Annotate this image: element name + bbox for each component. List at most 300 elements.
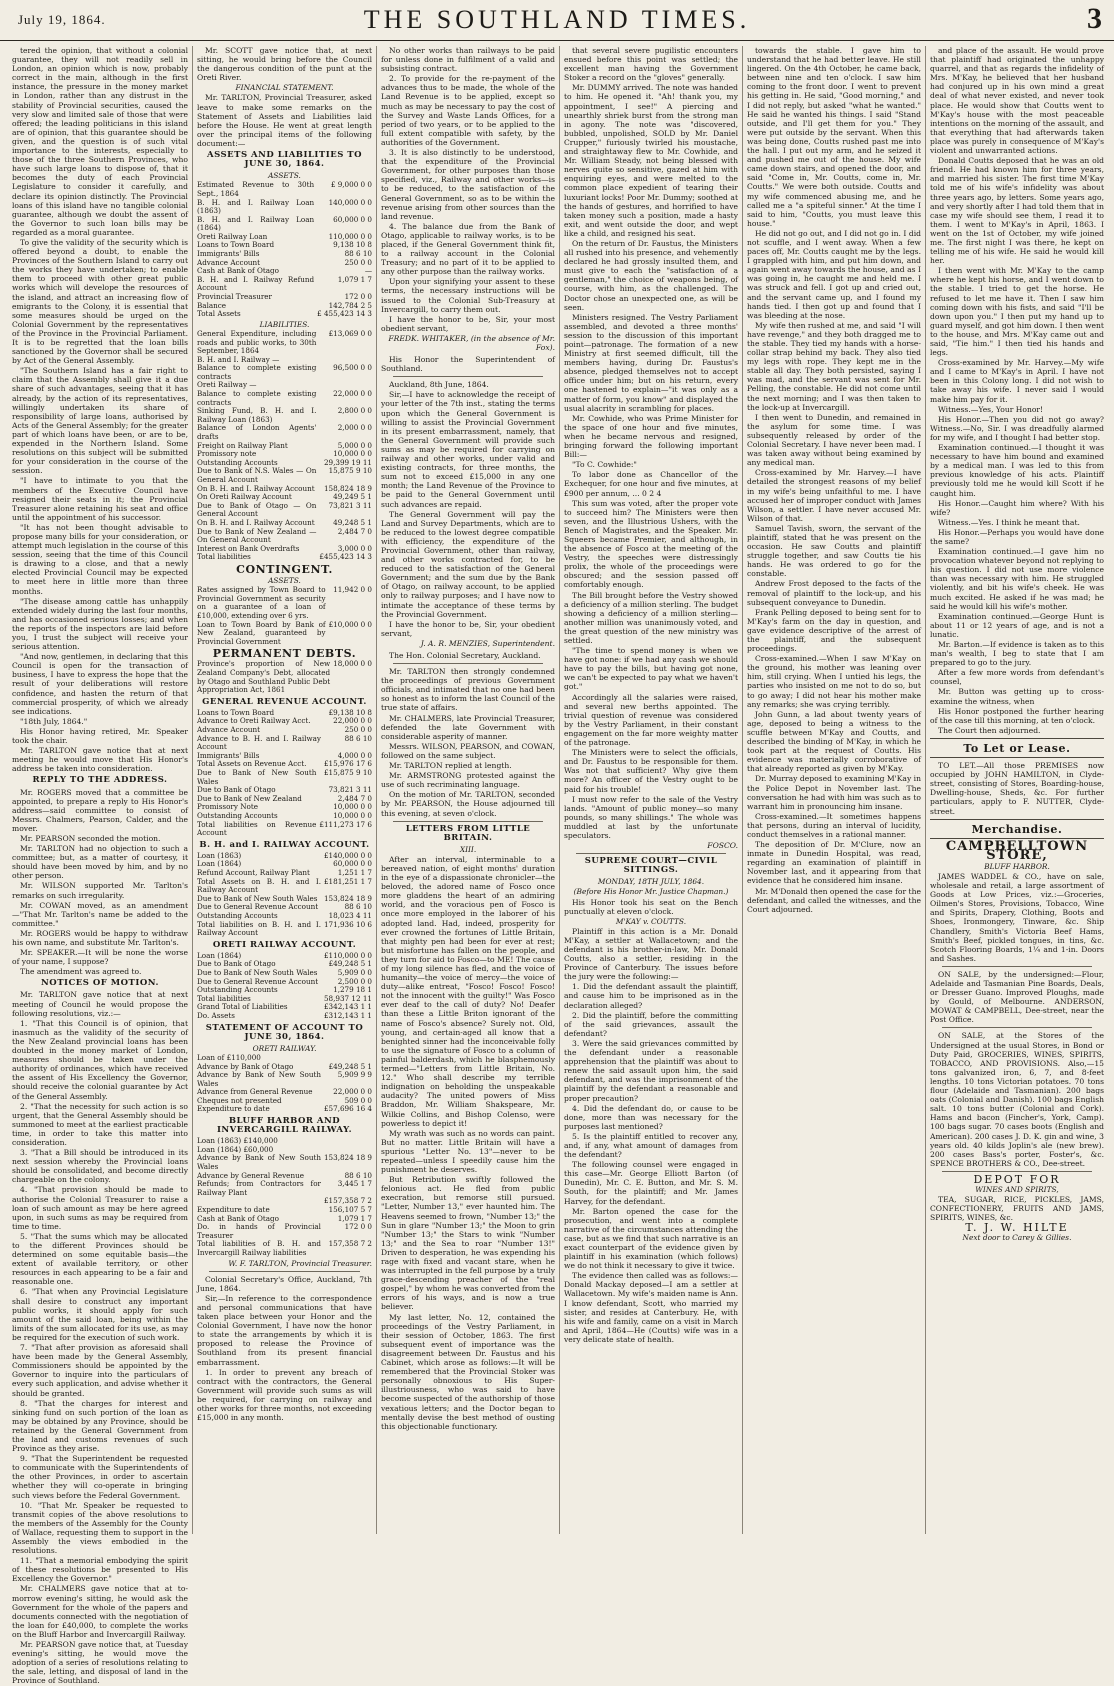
divider (393, 376, 543, 377)
paragraph: that several severe pugilistic encounters ensued before this point was settled; the excellent man having the Government Stoker a record on the "gloves" generally. (564, 46, 738, 83)
section-heading: REPLY TO THE ADDRESS. (32, 775, 168, 786)
item-amount: 3,000 0 0 (337, 543, 372, 553)
paragraph: 2. Did the plaintiff, before the committing of the said grievances, assault the defendant? (564, 1010, 738, 1038)
advertisement: ON SALE, by the undersigned:—Flour, Adelaide and Tasmanian Pine Boards, Deals, or Dresser Guano. Improved Ploughs, made by Gould, of Melbourne. ANDERSON, MOWAT & CAMPBELL, Dee-street, near the Post Office. (930, 969, 1104, 1025)
item-label: Loan (1864) (197, 950, 242, 960)
paragraph: 2. "That the necessity for such action is so urgent, that the General Assembly should be summoned to meet at the earliest practicable time, in order to take this matter into consideration. (12, 1101, 188, 1147)
item-amount: 2,000 0 0 (337, 423, 372, 433)
item-amount: 88 6 10 (344, 902, 372, 912)
paragraph: Ministers resigned. The Vestry Parliament assembled, and devoted a three months' session to the discussion of this important point—patronage. The formation of a new Ministry at first seemed difficult, till the members having, during Dr. Faustus's absence, pledged themselves not to accept office under him; but on his return, every one hastened to explain—"it was only as a matter of form, you know" and displayed the usual alacrity in scrambling for places. (564, 312, 738, 413)
item-label: Due to Bank of New Zealand (197, 793, 302, 803)
divider (393, 663, 543, 664)
paragraph: Mr. ROGERS would be happy to withdraw his own name, and substitute Mr. Tarlton's. (12, 928, 188, 947)
item-amount: 110,000 0 0 (328, 231, 372, 241)
paragraph: 1. In order to prevent any breach of contract with the contractors, the General Government will provide such sums as will be required, for carrying on railway and other works for three months, not exceeding £15,000 in any month. (197, 1367, 372, 1423)
table-row (197, 1240, 372, 1257)
table-row (197, 1154, 372, 1171)
paragraph: "It has not been thought advisable to propose many bills for your consideration, or attempt much legislation in the course of this session, seeing that the time of this Council is drawing to a close, and that a newly elected Provincial Council may be expected to meet here in little more than three months. (12, 522, 188, 596)
table-row (197, 1071, 372, 1088)
item-label: Due to Bank of New South Wales (197, 893, 318, 903)
paragraph: John Gunn, a lad about twenty years of age, deposed to being a witness to the scuffle between M'Kay and Coutts, and described the binding of M'Kay, in which he took part at the request of Coutts. His evidence was materially corroborative of that already reported as given by M'Kay. (747, 709, 921, 774)
section-heading: STATEMENT OF ACCOUNT TO JUNE 30, 1864. (205, 1022, 364, 1042)
item-label: Advance by Bank of New South Wales (197, 1070, 321, 1088)
paragraph: Sir,—I have to acknowledge the receipt of your letter of the 7th inst., stating the terms upon which the General Government is willing to assist the Provincial Government in its present embarrassment, namely, that the General Government will provide such sums as may be required for carrying on railway and other works, under valid and existing contracts, for three months, the sum not to exceed £15,000 in any one month; the Land Revenue of the Province to be paid to the General Government until such advances are repaid. (381, 390, 555, 509)
item-amount: 49,248 5 1 (333, 517, 372, 527)
paragraph: Mr. TARLTON gave notice that at next meeting of Council he would propose the following resolutions, viz.:— (12, 990, 188, 1018)
paragraph: I then went with Mr. M'Kay to the camp where he kept his horse, and I went down to the stable. I tried to get the horse. He refused to let me have it. Then I saw him coming down with his fists, and said "I'll be down upon you." I then put my hand up to guard myself, and got him down. I then went to the house, and Mrs. M'Kay came out and said, "Tie him." I then tied his hands and legs. (930, 266, 1104, 358)
paragraph: On the return of Dr. Faustus, the Ministers all rushed into his presence, and vehemently declared he had grossly insulted them, and must give to each the "satisfaction of a gentleman," the choice of weapons being, of course, with him, as the challenged. The Doctor chose an unexpected one, as will be seen. (564, 238, 738, 312)
paragraph: Auckland, 8th June, 1864. (389, 380, 489, 390)
item-amount: 15,875 9 10 (328, 466, 372, 476)
table-row (197, 310, 372, 319)
table-row (197, 528, 372, 545)
divider (942, 966, 1092, 967)
item-amount: 1,079 1 7 (337, 274, 372, 284)
paragraph: Mr. TARLTON then strongly condemned the proceedings of previous Government officials, and intimated that no one had been so honest as to inform the last Council of the true state of affairs. (381, 667, 555, 713)
item-label: Total Assets (197, 309, 241, 319)
paragraph: Examination continued.—George Hunt is about 11 or 12 years of age, and is not a lunatic. (930, 611, 1104, 639)
paragraph: Mr. DUMMY arrived. The note was handed to him. He opened it. "Ah! thank you, my appointment, I see!" A piercing and unearthly shriek burst from the strong man in agony. The note was "discovered, bubbled, unpolished, SOLD by Mr. Daniel Crupper," furiously twirled his moustache, and straightaway flew to Mr. Cowhide, and Mr. William Steady, not being blessed with nerves quite so sensitive, gazed at him with enquiring eyes, and were melted to the common place expedient of tearing their luxuriant locks! Poor Mr. Dummy; soothed at the hands of gestures, and horrified to have taken money such a position, made a hasty exit, and went outside the door, and wept like a child, and resigned his seat. (564, 83, 738, 238)
section-heading: SUPREME COURT—CIVIL SITTINGS. (584, 856, 718, 876)
item-label: Do. Assets (197, 1011, 235, 1021)
paragraph: 4. The balance due from the Bank of Otago, applicable to railway works, is to be placed, if the General Government think fit, to a railway account in the Colonial Treasury; and no part of it to be applied to any other purpose than the railway works. (381, 221, 555, 277)
paragraph: Examination continued.—I gave him no provocation whatever beyond not replying to his question. I did not use more violence than was necessary with him. He struggled violently, and bit his wife's cheek. He was much excited. He asked if he was mad; he said he would kill his wife's mother. (930, 547, 1104, 611)
item-amount: £ 455,423 14 3 (317, 309, 372, 319)
item-amount: 60,000 0 0 (333, 214, 372, 224)
table-row (197, 407, 372, 424)
item-label: Advance to Oreti Railway Acct. (197, 716, 311, 726)
item-label: Expenditure to date (197, 1205, 270, 1214)
item-label: Cash at Bank of Otago (197, 1213, 279, 1223)
item-label: Do. in hands of Provincial Treasurer (197, 1222, 321, 1240)
table-row (197, 660, 372, 694)
paragraph: Sir,—In reference to the correspondence and personal communications that have taken place between your Honor and the Colonial Government, I have now the honor to state the arrangements by which it is proposed to release the Province of Southland from its present financial embarrassment. (197, 1293, 372, 1367)
item-amount: 18,023 4 11 (328, 911, 372, 920)
item-label: Rates assigned by Town Board to Provincial Government as security on a guarantee of a loan of £10,000, extending over 6 yrs. (197, 585, 326, 620)
paragraph: Colonial Secretary's Office, Auckland, 7th June, 1864. (197, 1274, 372, 1293)
paragraph: On the motion of Mr. TARLTON, seconded by Mr. PEARSON, the House adjourned till this evening, at seven o'clock. (381, 790, 555, 818)
paragraph: Examination continued.—I thought it was necessary to have him bound and examined by a medical man. I was led to this from previous knowledge of his acts. Plaintiff previously told me he would kill Scott if he caught him. (930, 443, 1104, 498)
general-liabilities-table (197, 769, 372, 838)
item-label: Advance by Bank of New South Wales (197, 1153, 321, 1172)
item-amount: 58,937 12 11 (323, 993, 372, 1003)
paragraph: Mr. WILSON supported Mr. Tarlton's remarks on such irregularity. (12, 881, 188, 900)
paragraph: The General Government will pay the Land and Survey Departments, which are to be reduced to the lowest degree compatible with efficiency, the expenditure of the Provincial Government, other than railway, and other works contracted for, to be reduced to the satisfaction of the General Government; and the sum due by the Bank of Otago, on railway account, to be applied only to railway purposes; and I have now to intimate the acceptance of these terms by the Provincial Government. (381, 509, 555, 619)
table-row (197, 1105, 372, 1114)
paragraph: "I have to intimate to you that the members of the Executive Council have resigned their seats in it; the Provincial Treasurer alone retaining his seat and office until the appointment of his successor. (12, 476, 188, 522)
paragraph: His Honor.—Perhaps you would have done the same? (930, 527, 1104, 546)
item-label: Balance of London Agents' drafts (197, 423, 317, 442)
item-amount (321, 1137, 372, 1146)
item-label: Province's proportion of New Zealand Company's Debt, allocated by Otago and Southland Public Debt Appropriation Act, 1861 (197, 659, 331, 695)
divider (209, 1271, 360, 1272)
item-amount: 11,942 0 0 (333, 585, 372, 595)
item-label: Advance by General Revenue (197, 1170, 304, 1180)
item-amount: £10,000 0 0 (328, 619, 372, 629)
item-amount: 10,000 0 0 (333, 802, 372, 812)
paragraph: No other works than railways to be paid for unless done in fulfilment of a valid and subsisting contract. (381, 46, 555, 74)
item-label: Refunds; from Contractors for Railway Plant (197, 1179, 321, 1197)
item-amount: 49,249 5 1 (333, 492, 372, 502)
item-amount: 157,358 7 2 (328, 1239, 372, 1249)
table-row (197, 735, 372, 752)
assets-table (197, 181, 372, 319)
item-amount: £49,248 5 1 (328, 959, 372, 969)
advertisement: TO LET.—All those PREMISES now occupied by JOHN HAMILTON, in Clyde-street, consisting of Stores, Boarding-house, Dwelling-house, Sheds, &c. For further particulars, apply to F. NUTTER, Clyde-street. (930, 761, 1104, 816)
table-row (197, 1012, 372, 1021)
section-heading: To Let or Lease. (963, 741, 1071, 755)
paragraph: Mr. CHALMERS gave notice that at to-morrow evening's sitting, he would ask the Government for the whole of the papers and documents connected with the negotiation of the loan for £40,000, to complete the works on the Bluff Harbor and Invercargill Railway. (12, 1584, 188, 1639)
paragraph: Mr. TARLTON replied at length. (389, 761, 512, 771)
item-label: Expenditure to date (197, 1104, 270, 1114)
item-amount: 5,909 9 9 (337, 1070, 372, 1080)
item-label: Freight on Railway Plant (197, 440, 288, 450)
item-label: Immigrants' Bills (197, 249, 260, 259)
item-amount: £110,000 0 0 (323, 950, 372, 960)
page-number: 3 (1087, 2, 1102, 35)
item-amount: 1,251 1 7 (337, 868, 372, 878)
item-label: Advance to B. H. and I. Railway Account (197, 733, 321, 752)
item-label: General Expenditure, including roads and public works, to 30th September, 1864 (197, 328, 317, 356)
table-row (197, 216, 372, 233)
table-row (197, 390, 372, 407)
item-amount: 153,824 18 9 (323, 893, 372, 903)
item-amount: £49,248 5 1 (328, 1061, 372, 1071)
item-amount: 22,000 0 0 (333, 1087, 372, 1097)
paragraph: 5. Is the plaintiff entitled to recover any, and, if any, what amount of damages from the defendant? (564, 1131, 738, 1160)
item-label: Advance from General Revenue (197, 1087, 313, 1097)
item-label: Due to Bank of Otago — On General Account (197, 500, 317, 519)
item-amount: 88 6 10 (344, 1170, 372, 1180)
item-amount: 509 0 0 (344, 1095, 372, 1105)
paragraph: 7. "That after provision as aforesaid shall have been made by the General Assembly, Commissioners should be appointed by the Governor to inquire into the particulars of every such application, and advise whether it should be granted. (12, 1343, 188, 1398)
ad-subtitle: WINES AND SPIRITS, (975, 1184, 1059, 1194)
item-amount: 250 0 0 (344, 725, 372, 735)
item-label: Total liabilities on B. H. and I. Railway Account (197, 919, 321, 938)
paragraph: tered the opinion, that without a colonial guarantee, they will not readily sell in London, an opinion which is now, probably correct in the main, although in the first instance, the pressure in the money market in London, rather than any distrust in the stability of Provincial securities, caused the very slow and limited sale of those that were offered; the leading politicians in this island are of opinion, that this guarantee should be given, and the question is of such vital importance to the interests, especially to those of the three Southern Provinces, who have such large loans to dispose of, that it becomes the duty of each Provincial Legislature to consider it carefully, and declare its opinion distinctly. The Provincial loans of this island have no tangible colonial guarantee, although we doubt the assent of the Governor to such loan bills may be regarded as a moral guarantee. (12, 46, 188, 237)
divider (576, 853, 726, 854)
section-heading: PERMANENT DEBTS. (212, 647, 357, 661)
paragraph: I have the honor to be, Sir, your obedient servant, (381, 619, 555, 638)
paragraph: The Hon. Colonial Secretary, Auckland. (389, 651, 541, 660)
paragraph: 4. "That provision should be made to authorise the Colonial Treasurer to raise a loan of such amount as may be here agreed upon, in such sums as may be required from time to time. (12, 1185, 188, 1231)
paragraph: The Court then adjourned. (938, 725, 1041, 735)
paragraph: After a few more words from defendant's counsel, (930, 668, 1104, 687)
paragraph: His Honor having retired, Mr. Speaker took the chair. (12, 726, 188, 746)
paragraph: and place of the assault. He would prove that plaintiff had originated the unhappy quarrel, and that as regards the infidelity of Mrs. M'Kay, he believed that her husband had conjured up in his own mind a great deal of what never existed, and never took place. He would show that Coutts went to M'Kay's house with the most peaceable intentions on the morning of the assault, and that everything that had afterwards taken place was purely in consequence of M'Kay's violent and unwarranted actions. (930, 46, 1104, 156)
table-row (197, 553, 372, 562)
item-label: Due to Bank of New South Wales (197, 968, 318, 978)
paragraph: The deposition of Dr. M'Clure, now an inmate in Dunedin Hospital, was read, regarding an examination of plaintiff in November last, and it appearing from that evidence that he considered him insane. (747, 840, 921, 886)
item-label: Total Assets on B. H. and I. Railway Account (197, 876, 321, 895)
paragraph: 3. Were the said grievances committed by the defendant under a reasonable apprehension that the plaintiff was about to renew the said assault upon him, the said defendant, and was the imprisonment of the plaintiff by the defendant a reasonable and proper precaution? (564, 1038, 738, 1103)
section-heading: NOTICES OF MOTION. (41, 978, 159, 989)
paragraph: Mr. Barton opened the case for the prosecution, and went into a complete narrative of the circumstances attending the case, but as we find that such narrative is an exact counterpart of the evidence given by plaintiff in his examination (which follows) we do not think it necessary to give it twice. (564, 1206, 738, 1271)
paragraph: Mr. M'Donald then opened the case for the defendant, and called the witnesses, and the Court adjourned. (747, 886, 921, 914)
paragraph: towards the stable. I gave him to understand that he had better leave. He still lingered. On the 4th October, he came back, between nine and ten o'clock. I saw him coming to the front door. I went to prevent his getting in. He said, "Good morning," and I did not reply, but asked "what he wanted." He said he wanted his things. I said "Stand outside, and I'll get them for you." They were put outside by the servant. When this was being done, Coutts rushed past me into the hall. I put out my arm, and he seized it and pushed me out of the house. My wife came down stairs, and opened the door, and said "Come in, Mr. Coutts, come in, Mr. Coutts." We were both outside. Coutts and my wife commenced abusing me, and he called me a "a spiteful sinner." At the time I said to him, "Coutts, you must leave this house." (747, 46, 921, 228)
paragraph: 10. "That Mr. Speaker be requested to transmit copies of the above resolutions to the members of the Assembly for the County of Wallace, requesting them to support in the Assembly the views embodied in the resolutions. (12, 1500, 188, 1556)
advertisement: ON SALE, at the Stores of the Undersigned at the usual Stores, in Bond or Duty Paid, GROCERIES, WINES, SPIRITS, TOBACCO, AND PROVISIONS. Also,—15 tons galvanized iron, 6, 7, and 8-feet lengths. 10 tons Victorian potatoes. 70 tons flour (Adelaide and Tasmanian). 200 bags oats (Colonial and Danish). 100 bags English salt. 10 tons butter (Colonial and Cork). Hams and bacon (Fincher's, York, Camp). 100 bags sugar. 70 cases boots (English and American). 200 cases J. D. K. gin and wine, 3 years old. 40 kilds Joplin's ale (new brew). 200 cases Bass's porter, Foster's, &c. SPENCE BROTHERS & CO., Dee-street. (930, 1031, 1104, 1168)
item-amount: 171,936 10 6 (323, 919, 372, 929)
item-label: Due to Bank of New South Wales (197, 768, 317, 786)
court-judge: (Before His Honor Mr. Justice Chapman.) (573, 887, 729, 897)
section-subheading: FINANCIAL STATEMENT. (235, 83, 334, 93)
item-label: Total liabilities (197, 993, 251, 1003)
item-amount: 172 0 0 (344, 292, 372, 302)
table-row (197, 502, 372, 519)
statement-bluff-table (197, 1137, 372, 1257)
paragraph: I must now refer to the sale of the Vestry lands. "Amount of public money—so many pounds, so many shillings." The whole was muddled at last by the unfortunate speculators. (564, 794, 738, 840)
item-label: Advance Account (197, 257, 261, 267)
item-amount: 2,500 0 0 (337, 976, 372, 986)
paragraph: His Honor took his seat on the Bench punctually at eleven o'clock. (564, 897, 738, 916)
paragraph: Frank Pelling deposed to being sent for to M'Kay's farm on the day in question, and gave evidence descriptive of the arrest of the plaintiff, and the subsequent proceedings. (747, 607, 921, 654)
paragraph: "18th July, 1864." (20, 716, 88, 726)
paragraph: Mr. TARLTON, Provincial Treasurer, asked leave to make some remarks on the Statement of Assets and Liabilities laid before the House. He went at great length over the principal items of the following document:— (197, 93, 372, 148)
paragraph: The following counsel were engaged in this case—Mr. George Elliott Barton (of Dunedin), Mr. C. E. Button, and Mr. S. M. South, for the plaintiff; and Mr. James Harvey, for the defendant. (564, 1160, 738, 1206)
table-caption: ASSETS. (268, 576, 301, 586)
item-label: On B. H. and I. Railway Account (197, 483, 315, 493)
paragraph: 4. Did the defendant do, or cause to be done, more than was necessary for the purposes last mentioned? (564, 1103, 738, 1131)
paragraph: "And now, gentlemen, in declaring that this Council is open for the transaction of business, I have to express the hope that the result of your deliberations will restore confidence, and hasten the return of that commercial prosperity, of which we already see indications. (12, 652, 188, 716)
item-label: Loans to Town Board (197, 240, 275, 250)
table-row (197, 276, 372, 293)
item-amount: 140,000 0 0 (328, 197, 372, 207)
item-label: B. H. and I. Railway Loan (1863) (197, 197, 315, 216)
court-date: MONDAY, 18TH JULY, 1864. (597, 877, 705, 887)
item-amount: £455,423 14 3 (319, 552, 372, 562)
table-row (197, 621, 372, 647)
item-amount: 2,484 7 0 (337, 526, 372, 536)
paragraph: Cross-examined.—It sometimes happens that persons, during an interval of lucidity, conduct themselves in a rational manner. (747, 811, 921, 839)
table-row (197, 769, 372, 786)
statement-oreti-table (197, 1054, 372, 1114)
signature: FREDK. WHITAKER, (in the absence of Mr. Fox). (388, 333, 555, 352)
item-label: On Oreti Railway Account (197, 492, 292, 502)
item-label: B. H. and I. Railway Refund Account (197, 274, 315, 293)
item-label: Due to Bank of Otago (197, 785, 276, 795)
paragraph: The Bill brought before the Vestry showed a deficiency of a million sterling. The budget showing a deficiency of a million sterling—another million was unanimously voted, and the great question of the new ministry was settled. (564, 590, 738, 645)
item-amount: — (364, 266, 372, 276)
paragraph: 8. "That the charges for interest and sinking fund on such portion of the loan as may be obtained by any Province, should be retained by the General Government from the land and customs revenues of such Province as they arise. (12, 1398, 188, 1454)
item-amount: £111,273 17 6 (319, 819, 372, 829)
item-label: Balance to complete existing contracts (197, 389, 317, 407)
table-row (197, 424, 372, 441)
newspaper-title: THE SOUTHLAND TIMES. (363, 5, 751, 34)
section-heading: ORETI RAILWAY ACCOUNT. (212, 939, 357, 950)
section-heading: LETTERS FROM LITTLE BRITAIN. (405, 823, 531, 843)
item-label: Promissory note (197, 449, 257, 459)
item-label: Promissory Note (197, 802, 258, 812)
item-amount: £15,976 17 6 (323, 759, 372, 769)
item-label: Due to Bank of N.S. Wales — On General Account (197, 466, 317, 484)
ad-title: DEPOT FOR (973, 1172, 1061, 1186)
item-amount: 88 6 10 (344, 733, 372, 743)
paragraph: After an interval, interminable to a bereaved nation, of eight months' duration in the eye of a dispassionate chronicler—the beloved, the adored name of Fosco once more gladdens the heart of an admiring world, and the voracious pen of Fosco is once more employed in the laborer of his adopted land. Had, indeed, prosperity for ever crowned the fortunes of Little Britain, that mighty pen had been for ever at rest; but misfortune has fallen on the people, and they turn for aid to Fosco—to ME! The cause of my long silence has fled, and the voice of humanity—the voice of mercy—the voice of duty—alike entreat, "Fosco! Fosco! Fosco! not the innocent with the guilty!" Was Fosco ever deaf to the call of duty? No! Deafer than these a Little Briton ignorant of the name of Fosco's absence? Surely not. Old, young, and certain-aged all know that a benighted sinner had the inconceivable folly to use the signature of Fosco to a column of painful balderdash, which he blasphemously termed—"Letters from Little Britain, No. 12." Who shall describe my terrible indignation on beholding the unspeakable audacity? The united powers of Miss Braddon, Mr. William Shakspeare, Mr. Wilkie Collins, and Bishop Colenso, were powerless to depict it! (381, 854, 555, 1128)
paragraph: Samuel Tavish, sworn, the servant of the plaintiff, stated that he was present on the occasion. He saw Coutts and plaintiff struggle together, and saw Coutts tie his hands. He was ordered to go for the constable. (747, 523, 921, 579)
item-label: Due to General Revenue Account (197, 902, 319, 912)
paragraph: "The time to spend money is when we have got none: if we had any cash we should have to pay the bills, but having got none, we can't be expected to pay what we haven't got." (564, 646, 738, 692)
paragraph: Cross-examined by Mr. Harvey.—I have detailed the strongest reasons of my belief in my wife's being unfaithful to me. I have accused her of improper conduct with James Wilson, a settler. I have never accused Mr. Wilson of that. (747, 468, 921, 523)
paragraph: Cross-examined.—When I saw M'Kay on the ground, his mother was leaning over him, still crying. When I untied his legs, the parties who insisted on me not to do so, but to go away; I did not hear his mother make any remarks; she was crying terribly. (747, 654, 921, 709)
item-amount: 22,000 0 0 (333, 716, 372, 726)
divider (942, 1171, 1092, 1172)
paragraph: Mr. Cowhide, who was Prime Minister for the space of one hour and five minutes, when he became nervous and resigned, bringing forward the following important Bill:— (564, 413, 738, 460)
paragraph: Mr. CHALMERS, late Provincial Treasurer, defended the late Government with considerable asperity of manner. (381, 713, 555, 741)
table-caption: ORETI RAILWAY. (252, 1043, 317, 1053)
section-heading: GENERAL REVENUE ACCOUNT. (202, 696, 367, 707)
general-assets-table (197, 709, 372, 769)
paragraph: Cross-examined by Mr. Harvey.—My wife and I came to M'Kay's in April. I have not been in this Colony long. I did not wish to take away his wife. I never said I would make him pay for it. (930, 358, 1104, 404)
item-label: Due to Bank of Otago (197, 959, 276, 969)
paragraph: My last letter, No. 12, contained the proceedings of the Vestry Parliament, in their session of October, 1863. The first subsequent event of importance was the disagreement between Dr. Faustus and his Cabinet, which arose as follows:—It will be remembered that the Provincial Stoker was personally obnoxious to His Super-illustriousness, who was said to have become suspected of the authorship of those vexatious letters; and the Doctor began to mentally devise the best method of ousting this objectionable functionary. (381, 1312, 555, 1431)
paragraph: Mr. ARMSTRONG protested against the use of such recriminating language. (381, 771, 555, 790)
item-label: Sinking Fund, B. H. and I. Railway Loan (1863) (197, 406, 317, 424)
paragraph: "The Southern Island has a fair right to claim that the Assembly shall give it a due share of such advantages, seeing that it has already, by the action of its representatives, willingly undertaken its share of responsibility of large loans, authorised by Acts of the General Assembly; for the greater part of which loans have been, or are to be, expended in the Northern Island. Some resolutions on this subject will be submitted for your consideration in the course of the session. (12, 366, 188, 476)
item-label: Advance by Bank of Otago (197, 1061, 294, 1071)
paragraph: His Honor.—Caught him where? With his wife? (930, 498, 1104, 517)
item-label: Loan (1863) £140,000 (197, 1136, 278, 1146)
table-row (197, 467, 372, 484)
table-row (197, 330, 372, 356)
table-row (197, 364, 372, 381)
columns (8, 46, 1108, 1686)
section-heading: CONTINGENT. (236, 562, 333, 576)
item-amount: 3,445 1 7 (337, 1179, 372, 1189)
item-amount: 158,824 18 9 (323, 483, 372, 493)
item-amount: £9,138 10 8 (328, 707, 372, 717)
table-caption: ASSETS. (268, 171, 301, 181)
item-label: Balance to complete existing contracts (197, 363, 317, 381)
paragraph: His Honor the Superintendent of Southland. (381, 355, 555, 374)
paragraph: Plaintiff in this action is a Mr. Donald M'Kay, a settler at Wallacetown; and the defendant is his brother-in-law, Mr. Donald Coutts, also a settler, residing in the Province of Canterbury. The issues before the jury were the following:— (564, 926, 738, 982)
item-label: Oreti Railway Loan (197, 231, 268, 241)
paragraph: To give the validity of the security which is offered beyond a doubt, to enable the Provinces of the Southern Island to carry out the works they have undertaken; to enable them to proceed with other great public works which will develope the resources of the island, and attract an increasing flow of emigrants to the Colony, it is essential that some measures should be urged on the Colonial Government by the representatives of the Province in the Provincial Parliament. It is to be regretted that the loan bills sanctioned by the Governor shall be secured by Act of the General Assembly. (12, 237, 188, 366)
section-heading: B. H. and I. RAILWAY ACCOUNT. (199, 839, 370, 850)
paragraph: Accordingly all the salaries were raised, and several new berths appointed. The trivial question of revenue was considered by the Vestry Parliament, in their constant engagement on the far more weighty matter of the patronage. (564, 692, 738, 748)
paragraph: 5. "That the sums which may be allocated to the different Provinces should be determined on some equitable basis—the extent of available territory, or other resources in each appearing to be a fair and reasonable one. (12, 1231, 188, 1287)
item-label: Estimated Revenue to 30th Sept., 1864 (197, 180, 315, 198)
table-row (197, 878, 372, 895)
section-heading: ASSETS AND LIABILITIES TO JUNE 30, 1864. (206, 150, 363, 170)
item-label: Refund Account, Railway Plant (197, 868, 310, 878)
paragraph: The evidence then called was as follows:—Donald Mackay deposed—I am a settler at Wallacetown. My wife's maiden name is Ann. I know defendant, Scott, who married my sister, and resides at Canterbury. He, with his wife and family, came on a visit in March and April, 1864—He (Coutts) wife was in a very delicate state of health. (564, 1271, 738, 1344)
item-label: Loan of £110,000 (197, 1052, 261, 1062)
table-row (197, 921, 372, 938)
item-label: Cash at Bank of Otago (197, 266, 279, 276)
table-row (197, 1223, 372, 1240)
paragraph: 9. "That the Superintendent be requested to communicate with the Superintendents of the other Provinces, in order to ascertain whether they will co-operate in bringing such views before the Federal Government. (12, 1454, 188, 1500)
divider (393, 821, 543, 822)
item-amount: 5,000 0 0 (337, 440, 372, 450)
paragraph: Andrew Frost deposed to the facts of the removal of plaintiff to the lock-up, and his subsequent conveyance to Dunedin. (747, 579, 921, 607)
paragraph: 11. "That a memorial embodying the spirit of these resolutions be presented to His Excellency the Governor." (12, 1556, 188, 1584)
signature: W. F. TARLTON, Provincial Treasurer. (228, 1258, 372, 1268)
paragraph: Mr. ROGERS moved that a committee be appointed, to prepare a reply to His Honor's address—said committee to consist of Messrs. Chalmers, Pearson, Calder, and the mover. (12, 787, 188, 833)
item-amount: 156,107 5 7 (328, 1205, 372, 1214)
paragraph: 1. "That this Council is of opinion, that inasmuch as the validity of the security of the New Zealand provincial loans has been doubted in the money market of London, measures should be taken under the authority of ordinances, which have received the assent of His Excellency the Governor, should receive the colonial guarantee by Act of the General Assembly. (12, 1018, 188, 1101)
item-label: Advance Account (197, 725, 261, 735)
item-amount: 10,000 0 0 (333, 449, 372, 459)
paragraph: My wrath was such as no words can paint. But no matter. Little Britain will have a spurious "Letter No. 13"—never to be repeated—unless I speedily cause him the punishment he deserves. (381, 1128, 555, 1175)
item-label: Outstanding Accounts (197, 911, 278, 920)
item-amount: 1,079 1 7 (337, 1213, 372, 1223)
item-label: Loan (1864) £60,000 (197, 1144, 274, 1154)
item-amount: 10,000 0 0 (333, 810, 372, 820)
item-label: Total liabilities (197, 552, 251, 562)
item-label: Loan to Town Board by Bank of New Zealand, guaranteed by Provincial Government (197, 619, 326, 646)
table-row (197, 1180, 372, 1197)
item-label: Immigrants' Bills (197, 750, 260, 760)
paragraph: Witness.—Yes. I think he meant that. (938, 517, 1080, 527)
column-6 (925, 46, 1108, 1534)
paragraph: His Honor postponed the further hearing of the case till this morning, at ten o'clock. (930, 706, 1104, 725)
item-amount: 1,279 18 1 (333, 985, 372, 995)
advertisement-section (930, 819, 1104, 839)
item-label: On B. H. and I. Railway Account (197, 517, 315, 527)
item-label: Loan (1863) (197, 850, 242, 860)
item-amount: 2,484 7 0 (337, 793, 372, 803)
item-label: Provincial Treasurer (197, 292, 272, 302)
item-label: Loans to Town Board (197, 707, 275, 717)
bhi-railway-table (197, 852, 372, 938)
advertisement-section (930, 738, 1104, 758)
paragraph: The amendment was agreed to. (20, 967, 142, 977)
paragraph: Messrs. WILSON, PEARSON, and COWAN, followed on the same subject. (381, 741, 555, 760)
item-amount: £ 9,000 0 0 (330, 180, 372, 190)
issue-date: July 19, 1864. (18, 12, 106, 27)
signature: J. A. R. MENZIES, Superintendent. (420, 638, 555, 648)
item-amount: 9,138 10 8 (333, 240, 372, 250)
item-label: Total liabilities on Revenue Account (197, 819, 317, 838)
item-amount: 29,399 19 11 (323, 457, 372, 467)
table-row (197, 821, 372, 838)
paragraph: Mr. SCOTT gave notice that, at next sitting, he would bring before the Council the dangerous condition of the punt at the Oreti River. (197, 46, 372, 83)
divider (942, 1027, 1092, 1028)
section-subheading: XIII. (459, 844, 477, 854)
item-amount: £13,069 0 0 (328, 328, 372, 338)
paragraph: 2. To provide for the re-payment of the advances thus to be made, the whole of the Land Revenue is to be applied, except so much as may be necessary to pay the cost of the Survey and Waste Lands Offices, for a period of two years, or to be applied to the full extent compatible with safety, by the authorities of the Government. (381, 74, 555, 147)
section-heading: Merchandise. (971, 822, 1063, 836)
column-1 (8, 46, 192, 1686)
item-amount: £342,143 1 1 (323, 1002, 372, 1012)
item-label: Balance (197, 300, 227, 310)
item-amount: £312,143 1 1 (323, 1011, 372, 1021)
item-amount: 22,000 0 0 (333, 389, 372, 399)
table-row (197, 181, 372, 198)
column-2 (192, 46, 376, 1534)
paragraph: I then went to Dunedin, and remained in the asylum for some time. I was subsequently released by order of the Colonial Secretary. I have never been mad. I was taken away without being examined by any medical man. (747, 412, 921, 468)
paragraph: "The disease among cattle has unhappily extended widely during the last four months, and has occasioned serious losses; and when the reports of the inspectors are laid before you, I trust the subject will receive your serious attention. (12, 596, 188, 652)
item-amount: 73,821 3 11 (328, 785, 372, 795)
item-label: Loan (1864) (197, 859, 242, 869)
paragraph: Dr. Murray deposed to examining M'Kay in the Police Depot in November last. The conversation he had with him was such as to warrant him in pronouncing him insane. (747, 774, 921, 811)
item-label: Due to General Revenue Account (197, 976, 319, 986)
item-amount: 2,800 0 0 (337, 406, 372, 416)
paragraph: 6. "That when any Provincial Legislature shall desire to construct any important public works, it should apply for such amount of the said loan, being within the limits of the sum allocated for its use, as may be required for the execution of such work. (12, 1287, 188, 1342)
liabilities-table (197, 330, 372, 562)
item-label: Grand Total of Liabilities (197, 1002, 288, 1012)
paragraph: Donald Coutts deposed that he was an old friend. He had known him for three years, and married his sister. The first time M'Kay told me of his wife's infidelity was about three years ago, by letters. Some years ago, and very shortly after I had told them that in case my wife should see them, I read it to them. I went to M'Kay's in April, 1863. I went on the 1st of October, my wife joined me. The first night I was there, he kept on telling me of his wife. He said he would kill her. (930, 156, 1104, 266)
paragraph: Mr. COWAN moved, as an amendment—"That Mr. Tarlton's name be added to the committee." (12, 900, 188, 928)
signature: FOSCO. (707, 841, 738, 851)
paragraph: 3. It is also distinctly to be understood, that the expenditure of the Provincial Government, for other purposes than those specified, viz., Railway and other works—is to be reduced, to the satisfaction of the General Government, so as to be within the revenue arising from other sources than the land revenue. (381, 148, 555, 221)
item-amount: 5,909 0 0 (337, 968, 372, 978)
item-amount: 88 6 10 (344, 249, 372, 259)
paragraph: 1. Did the defendant assault the plaintiff, and cause him to be imprisoned as in the declaration alleged? (564, 982, 738, 1010)
advertisement: JAMES WADDEL & CO., have on sale, wholesale and retail, a large assortment of Goods at Low Prices, viz.:—Groceries, Oilmen's Stores, Provisions, Tobacco, Wine and Spirits, Drapery, Clothing, Boots and Shoes, Ironmongery, Tinware, &c. Ship Chandlery, Smith's Victoria Beef Hams, Smith's Beef, pickled tongues, in tins, &c. Scotch Flooring Boards, 1¼ and 1-in. Doors and Sashes. (930, 871, 1104, 963)
item-amount: £15,875 9 10 (323, 768, 372, 777)
